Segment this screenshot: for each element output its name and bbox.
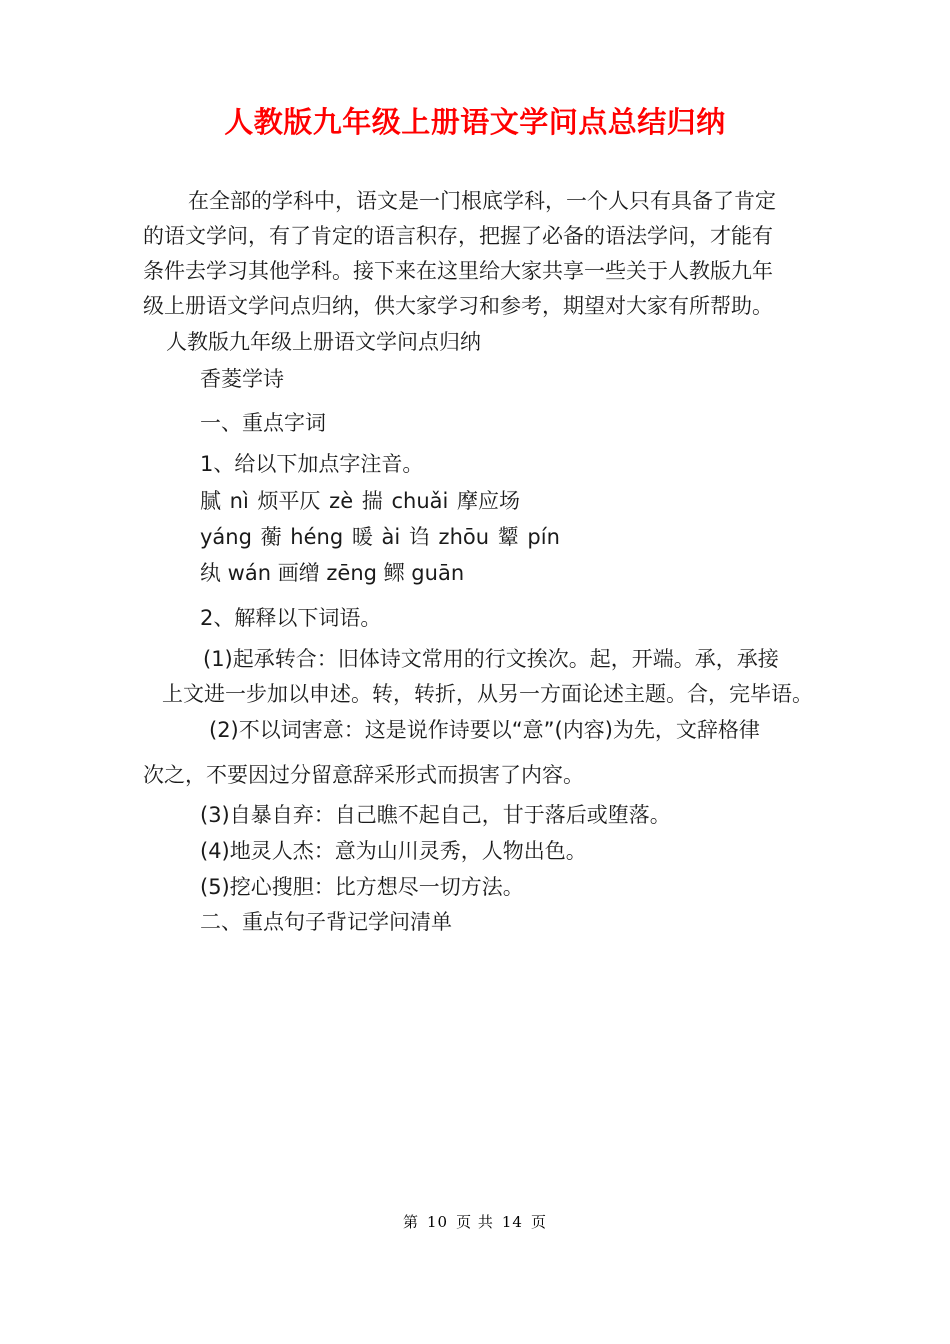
pinyin-line-1: 腻 nì 烦平仄 zè 揣 chuǎi 摩应场 [200, 489, 521, 513]
definition-2-line-1: (2)不以词害意：这是说作诗要以“意”(内容)为先，文辞格律 [209, 718, 760, 742]
item1-heading: 1、给以下加点字注音。 [200, 452, 424, 476]
definition-5: (5)挖心搜胆：比方想尽一切方法。 [200, 875, 524, 899]
definition-2-line-2: 次之，不要因过分留意辞采形式而损害了内容。 [143, 763, 584, 787]
definition-4: (4)地灵人杰：意为山川灵秀，人物出色。 [200, 839, 587, 863]
pinyin-line-2: yáng 蘅 héng 暖 ài 诌 zhōu 颦 pín [200, 525, 560, 549]
intro-line-4: 级上册语文学问点归纳，供大家学习和参考，期望对大家有所帮助。 [143, 294, 773, 318]
footer-prefix: 第 [403, 1213, 420, 1231]
section1-heading: 一、重点字词 [200, 411, 326, 435]
intro-line-3: 条件去学习其他学科。接下来在这里给大家共享一些关于人教版九年 [143, 259, 773, 283]
definition-1-line-1: (1)起承转合：旧体诗文常用的行文挨次。起，开端。承，承接 [203, 647, 779, 671]
pinyin-line-3: 纨 wán 画缯 zēng 鳏 guān [200, 561, 465, 585]
lesson-title: 香菱学诗 [200, 367, 284, 391]
footer-current-page: 10 [427, 1213, 449, 1231]
document-title: 人教版九年级上册语文学问点总结归纳 [224, 105, 726, 139]
footer-suffix: 页 [530, 1213, 547, 1231]
section2-heading: 二、重点句子背记学问清单 [200, 910, 452, 934]
page-footer [0, 1211, 950, 1232]
definition-1-line-2: 上文进一步加以申述。转，转折，从另一方面论述主题。合，完毕语。 [162, 682, 813, 706]
item2-heading: 2、解释以下词语。 [200, 606, 382, 630]
definition-3: (3)自暴自弃：自己瞧不起自己，甘于落后或堕落。 [200, 803, 671, 827]
intro-line-2: 的语文学问，有了肯定的语言积存，把握了必备的语法学问，才能有 [143, 224, 773, 248]
subtitle: 人教版九年级上册语文学问点归纳 [166, 330, 481, 354]
footer-total-pages: 14 [501, 1213, 523, 1231]
intro-line-1: 在全部的学科中，语文是一门根底学科，一个人只有具备了肯定 [188, 189, 776, 213]
footer-middle: 页 共 [456, 1213, 494, 1231]
